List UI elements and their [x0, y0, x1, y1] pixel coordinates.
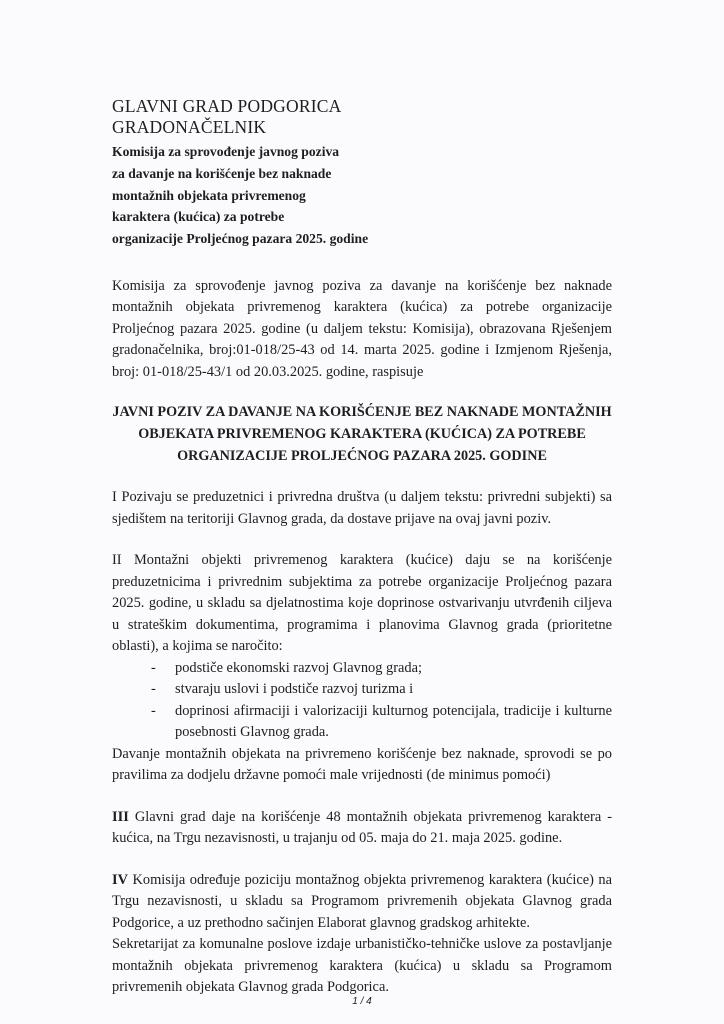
commission-name	[112, 141, 612, 250]
section-1	[112, 487, 612, 530]
commission-line: Komisija za sprovođenje javnog poziva	[112, 144, 340, 159]
list-item-text: stvaraju uslovi i podstiče razvoj turizma i	[175, 681, 414, 698]
dash-bullet: -	[151, 702, 156, 719]
section-number: I	[112, 489, 117, 506]
document-page	[112, 96, 612, 999]
section-2-note: Davanje montažnih objekata na privremeno korišćenje bez naknade, sprovodi se po pravilima za dodjelu državne pomoći male vrijednosti (de minimus pomoći)	[112, 745, 612, 784]
section-text: Montažni objekti privremenog karaktera (kućice) daju se na korišćenje preduzetnicima i privrednim subjektima za potrebe organizacije Proljećnog pazara 2025. godine, u skladu sa djelatnostima koje doprinose ostvarivanju utvrđenih ciljeva u strateškim dokumentima, programima i planovima Glavnog grada (prioritetne oblasti), a kojima se naročito:	[112, 552, 612, 655]
list-item-text: doprinosi afirmaciji i valorizaciji kulturnog potencijala, tradicije i kulturne posebnosti Glavnog grada.	[175, 702, 612, 741]
dash-bullet: -	[151, 659, 156, 676]
commission-line: karaktera (kućica) za potrebe	[112, 209, 285, 225]
document-title: JAVNI POZIV ZA DAVANJE NA KORIŠĆENJE BEZ NAKNADE MONTAŽNIH OBJEKATA PRIVREMENOG KARAKTERA (KUĆICA) ZA POTREBE ORGANIZACIJE PROLJEĆNOG PAZARA 2025. GODINE	[112, 404, 612, 465]
section-text: Glavni grad daje na korišćenje 48 montažnih objekata privremenog karaktera - kućica, na Trgu nezavisnosti, u trajanju od 05. maja do 21. maja 2025. godine.	[112, 808, 612, 847]
section-2	[112, 550, 612, 658]
dash-bullet: -	[151, 681, 156, 698]
section-number: IV	[112, 871, 128, 888]
section-text: Komisija određuje poziciju montažnog objekta privremenog karaktera (kućice) na Trgu nezavisnosti, u skladu sa Programom privremenih objekata Glavnog grada Podgorice, a uz prethodno sačinjen Elaborat glavnog gradskog arhitekte.	[112, 871, 612, 931]
priority-list	[112, 658, 612, 744]
section-number: III	[112, 808, 129, 825]
commission-line: za davanje na korišćenje bez naknade	[112, 165, 332, 181]
list-item	[151, 679, 612, 701]
page-number: 1 / 4	[352, 996, 372, 1007]
section-4	[112, 870, 612, 935]
intro-paragraph: Komisija za sprovođenje javnog poziva za davanje na korišćenje bez naknade montažnih objekata privremenog karaktera (kućica) za potrebe organizacije Proljećnog pazara 2025. godine (u daljem tekstu: Komisija), obrazovana Rješenjem gradonačelnika, broj:01-018/25-43 od 14. marta 2025. godine i Izmjenom Rješenja, broj: 01-018/25-43/1 od 20.03.2025. godine, raspisuje	[112, 277, 612, 380]
section-text: Pozivaju se preduzetnici i privredna društva (u daljem tekstu: privredni subjekti) sa sjedištem na teritoriji Glavnog grada, da dostave prijave na ovaj javni poziv.	[112, 489, 612, 527]
list-item-text: podstiče ekonomski razvoj Glavnog grada;	[175, 659, 422, 676]
issuer-city: GLAVNI GRAD PODGORICA	[112, 96, 342, 116]
section-number: II	[112, 552, 122, 569]
section-4-secretariat: Sekretarijat za komunalne poslove izdaje urbanističko-tehničke uslove za postavljanje montažnih objekata privremenog karaktera (kućica) u skladu sa Programom privremenih objekata Glavnog grada Podgorica.	[112, 936, 612, 996]
list-item	[151, 658, 612, 680]
commission-line: organizacije Proljećnog pazara 2025. godine	[112, 231, 369, 247]
commission-line: montažnih objekata privremenog	[112, 187, 306, 203]
list-item	[151, 701, 612, 744]
issuer-office: GRADONAČELNIK	[112, 117, 267, 137]
section-3	[112, 807, 612, 850]
